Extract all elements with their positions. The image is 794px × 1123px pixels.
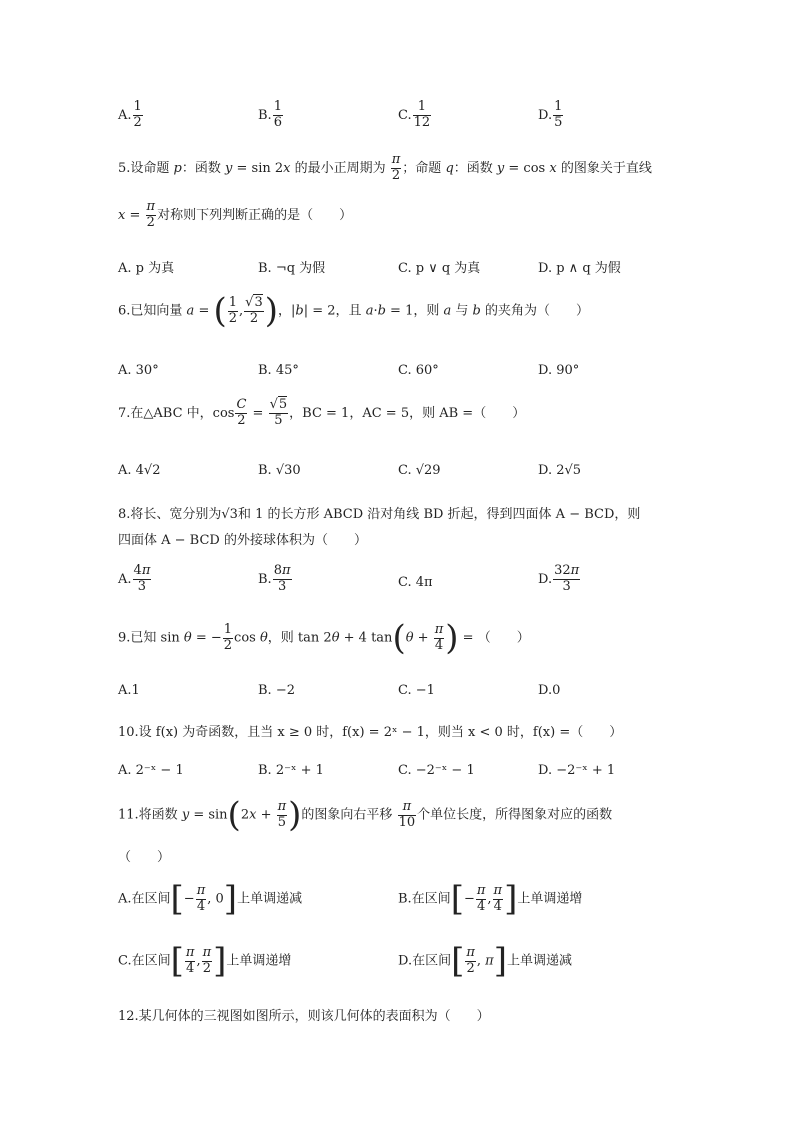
q5-stem-line1: 5.设命题 p：函数 y = sin 2x 的最小正周期为 $\frac{\pi}{2}$ ；命题 q：函数 y = cos x 的图象关于直线 xyxy=(118,152,652,183)
q7-option-b: B. √30 xyxy=(258,463,301,478)
q8-option-d: D. $\frac{32\pi}{3}$ xyxy=(538,563,580,594)
q8-option-b: B. $\frac{8\pi}{3}$ xyxy=(258,563,291,594)
q6-option-a: A. 30° xyxy=(118,363,159,378)
q7-option-d: D. 2√5 xyxy=(538,463,582,478)
q7-option-a: A. 4√2 xyxy=(118,463,161,478)
q10-option-d: D. −2⁻ˣ + 1 xyxy=(538,763,616,778)
q10-option-b: B. 2⁻ˣ + 1 xyxy=(258,763,324,778)
q4-option-d: D. $\frac{1}{5}$ xyxy=(538,99,563,130)
q11-option-b: B.在区间[− $\frac{\pi}{4}$ , $\frac{\pi}{4}$ ]上单调递增 xyxy=(398,879,583,919)
q11-stem-line2: （ ） xyxy=(118,850,171,865)
q5-option-d: D. p ∧ q 为假 xyxy=(538,261,621,276)
q5-option-b: B. ¬q 为假 xyxy=(258,261,326,276)
q11-option-a: A.在区间[− $\frac{\pi}{4}$ , 0]上单调递减 xyxy=(118,879,303,919)
q9-option-a: A.1 xyxy=(118,683,140,698)
q7-stem: 7.在△ABC 中，cos $\frac{C}{2}$ = $\frac{√5}{5}$ ，BC = 1，AC = 5，则 AB =（ ） xyxy=(118,397,526,428)
q11-stem-line1: 11.将函数 y = sin(2x + $\frac{\pi}{5}$ )的图象向右平移 $\frac{\pi}{10}$ 个单位长度，所得图象对应的函数 xyxy=(118,795,613,835)
q6-option-c: C. 60° xyxy=(398,363,439,378)
q6-option-d: D. 90° xyxy=(538,363,580,378)
q8-option-a: A. $\frac{4\pi}{3}$ xyxy=(118,563,151,594)
q9-option-c: C. −1 xyxy=(398,683,435,698)
q4-option-b: B. $\frac{1}{6}$ xyxy=(258,99,282,130)
q9-option-b: B. −2 xyxy=(258,683,295,698)
q9-stem: 9.已知 sin θ = − $\frac{1}{2}$ cos θ，则 tan 2θ + 4 tan(θ + $\frac{\pi}{4}$ ) = （ ） xyxy=(118,618,530,658)
q10-option-a: A. 2⁻ˣ − 1 xyxy=(118,763,184,778)
q12-stem: 12.某几何体的三视图如图所示，则该几何体的表面积为（ ） xyxy=(118,1009,490,1024)
q7-option-c: C. √29 xyxy=(398,463,441,478)
q10-stem: 10.设 f(x) 为奇函数，且当 x ≥ 0 时，f(x) = 2ˣ − 1，则当 x < 0 时，f(x) =（ ） xyxy=(118,725,623,740)
q5-stem-line2: x = $\frac{\pi}{2}$ 对称则下列判断正确的是（ ） xyxy=(118,199,353,230)
q4-option-c: C. $\frac{1}{12}$ xyxy=(398,99,431,130)
q9-option-d: D.0 xyxy=(538,683,561,698)
q8-stem-line2: 四面体 A − BCD 的外接球体积为（ ） xyxy=(118,533,367,548)
q11-option-d: D.在区间[ $\frac{\pi}{2}$ , π]上单调递减 xyxy=(398,941,572,981)
q11-option-c: C.在区间[ $\frac{\pi}{4}$ , $\frac{\pi}{2}$ ]上单调递增 xyxy=(118,941,292,981)
q6-option-b: B. 45° xyxy=(258,363,299,378)
q8-stem-line1: 8.将长、宽分别为√3和 1 的长方形 ABCD 沿对角线 BD 折起，得到四面体 A − BCD，则 xyxy=(118,507,641,522)
q8-option-c: C. 4π xyxy=(398,575,433,590)
q6-stem: 6.已知向量 a = ( $\frac{1}{2}$ , $\frac{√3}{2}$ )，|b| = 2，且 a·b = 1，则 a 与 b 的夹角为（ ） xyxy=(118,291,589,331)
q5-option-c: C. p ∨ q 为真 xyxy=(398,261,481,276)
q4-option-a: A. $\frac{1}{2}$ xyxy=(118,99,142,130)
q5-option-a: A. p 为真 xyxy=(118,261,175,276)
q10-option-c: C. −2⁻ˣ − 1 xyxy=(398,763,475,778)
